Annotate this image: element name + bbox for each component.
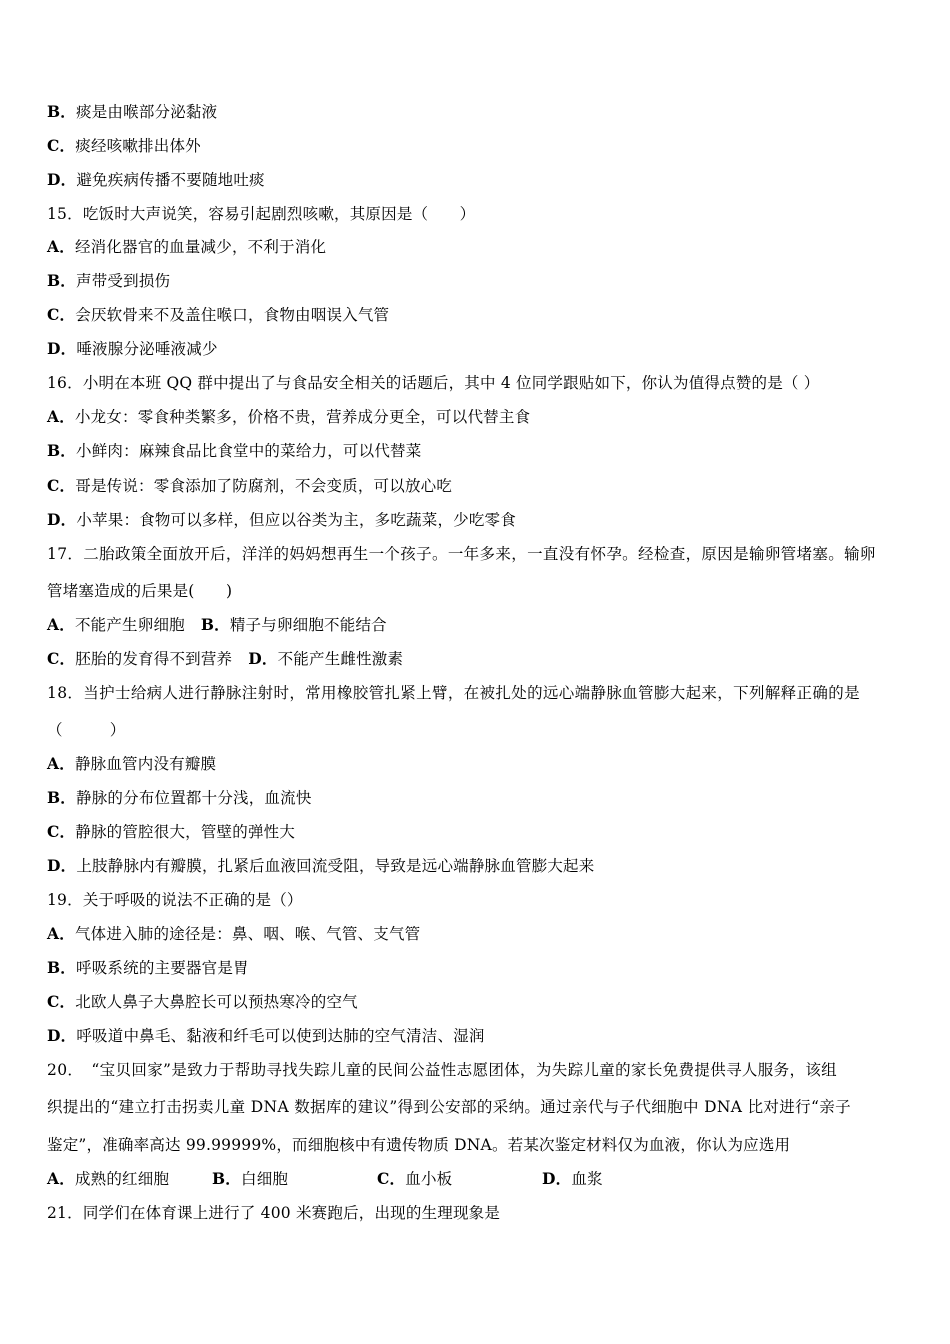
q15-option-d: D．唾液腺分泌唾液减少 [47, 339, 218, 358]
q18-option-c: C．静脉的管腔很大，管壁的弹性大 [47, 822, 296, 841]
q16-option-a: A．小龙女：零食种类繁多，价格不贵，营养成分更全，可以代替主食 [47, 407, 531, 426]
q15-option-a: A．经消化器官的血量减少，不利于消化 [47, 237, 327, 256]
q21-stem: 21．同学们在体育课上进行了 400 米赛跑后，出现的生理现象是 [47, 1204, 501, 1222]
q14-option-d: D．避免疾病传播不要随地吐痰 [47, 170, 265, 189]
q17-options-cd: C．胚胎的发育得不到营养 D．不能产生雌性激素 [47, 649, 404, 668]
q20-options: A．成熟的红细胞 B．白细胞 C．血小板 D．血浆 [47, 1169, 603, 1188]
q15-option-c: C．会厌软骨来不及盖住喉口，食物由咽误入气管 [47, 305, 390, 324]
q16-option-d: D．小苹果：食物可以多样，但应以谷类为主，多吃蔬菜，少吃零食 [47, 510, 516, 529]
q14-option-c: C．痰经咳嗽排出体外 [47, 136, 201, 155]
q18-option-d: D．上肢静脉内有瓣膜，扎紧后血液回流受阻，导致是远心端静脉血管膨大起来 [47, 856, 595, 875]
q16-stem: 16．小明在本班 QQ 群中提出了与食品安全相关的话题后，其中 4 位同学跟贴如下，你认为值得点赞的是（ ） [47, 374, 820, 392]
q18-option-b: B．静脉的分布位置都十分浅，血流快 [47, 788, 312, 807]
q14-option-b: B．痰是由喉部分泌黏液 [47, 102, 218, 121]
q16-option-b: B．小鲜肉：麻辣食品比食堂中的菜给力，可以代替菜 [47, 441, 422, 460]
q19-option-b: B．呼吸系统的主要器官是胃 [47, 958, 249, 977]
q17-stem-line2: 管堵塞造成的后果是( ) [47, 582, 233, 600]
q20-stem-line3: 鉴定”，准确率高达 99.99999%，而细胞核中有遗传物质 DNA。若某次鉴定材料仅为血液，你认为应选用 [47, 1136, 791, 1154]
q18-option-a: A．静脉血管内没有瓣膜 [47, 754, 217, 773]
q20-stem-line2: 织提出的“建立打击拐卖儿童 DNA 数据库的建议”得到公安部的采纳。通过亲代与子代细胞中 DNA 比对进行“亲子 [47, 1098, 851, 1116]
q19-option-c: C．北欧人鼻子大鼻腔长可以预热寒冷的空气 [47, 992, 358, 1011]
q17-stem-line1: 17．二胎政策全面放开后，洋洋的妈妈想再生一个孩子。一年多来，一直没有怀孕。经检查，原因是输卵管堵塞。输卵 [47, 545, 876, 563]
q17-options-ab: A．不能产生卵细胞 B．精子与卵细胞不能结合 [47, 615, 387, 634]
q19-stem: 19．关于呼吸的说法不正确的是（） [47, 891, 303, 909]
q20-stem-line1: 20． “宝贝回家”是致力于帮助寻找失踪儿童的民间公益性志愿团体，为失踪儿童的家长免费提供寻人服务，该组 [47, 1061, 838, 1079]
q16-option-c: C．哥是传说：零食添加了防腐剂，不会变质，可以放心吃 [47, 476, 453, 495]
q15-option-b: B．声带受到损伤 [47, 271, 171, 290]
q18-stem-line2: （ ） [47, 721, 126, 739]
q15-stem: 15．吃饭时大声说笑，容易引起剧烈咳嗽，其原因是（ ） [47, 205, 476, 223]
q19-option-d: D．呼吸道中鼻毛、黏液和纤毛可以使到达肺的空气清洁、湿润 [47, 1026, 485, 1045]
q19-option-a: A．气体进入肺的途径是：鼻、咽、喉、气管、支气管 [47, 924, 421, 943]
q18-stem-line1: 18．当护士给病人进行静脉注射时，常用橡胶管扎紧上臂，在被扎处的远心端静脉血管膨大起来，下列解释正确的是 [47, 684, 860, 702]
